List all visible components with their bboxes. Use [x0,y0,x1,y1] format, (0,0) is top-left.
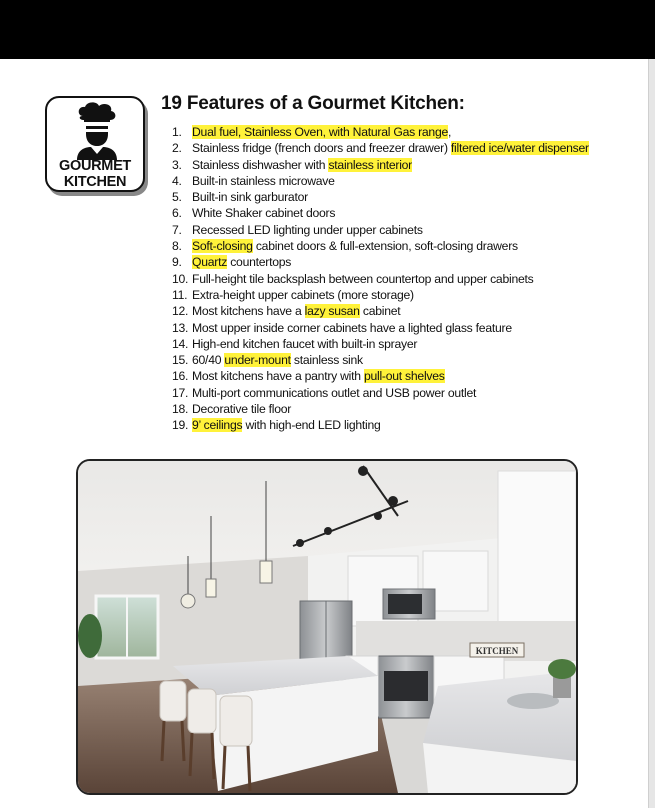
feature-item [172,124,589,140]
feature-text: Recessed LED lighting under upper cabinets [192,222,423,237]
chef-icon [75,102,119,160]
feature-highlight-text: filtered ice/water dispenser [450,141,589,156]
feature-text: stainless sink [290,353,363,368]
feature-number: 17. [172,385,189,400]
feature-text: Most kitchens have a pantry with [192,369,364,384]
page-edge [648,59,655,808]
feature-highlight-text: under-mount [224,353,291,368]
feature-number: 16. [172,369,189,384]
feature-highlight-text: Quartz [192,255,228,270]
page-title: 19 Features of a Gourmet Kitchen: [161,93,465,114]
feature-text: cabinet [359,304,401,319]
feature-number: 19. [172,418,189,433]
kitchen-photo [76,459,578,795]
feature-item [172,417,589,433]
feature-text: 60/40 [192,353,225,368]
feature-highlight-text: Dual fuel, Stainless Oven, with Natural Gas range [192,125,449,139]
feature-text: Stainless fridge (french doors and freezer drawer) [192,141,451,156]
feature-text: Decorative tile floor [192,402,292,417]
feature-item [172,368,589,384]
feature-item [172,352,589,368]
feature-item [172,238,589,254]
feature-number: 9. [172,255,182,270]
feature-item [172,173,589,189]
feature-number: 10. [172,271,189,286]
feature-number: 12. [172,304,189,319]
feature-item [172,320,589,336]
feature-item [172,254,589,270]
feature-item [172,205,589,221]
feature-number: 14. [172,336,189,351]
feature-number: 5. [172,190,182,205]
top-black-bar [0,0,655,59]
feature-item [172,271,589,287]
feature-highlight-text: Soft-closing [192,239,253,254]
feature-highlight-text: pull-out shelves [363,369,445,384]
badge-line-1: GOURMET [58,158,131,174]
feature-text: Built-in sink garburator [192,190,308,205]
features-list [172,124,589,434]
feature-number: 13. [172,320,189,335]
feature-text: High-end kitchen faucet with built-in sprayer [192,336,418,351]
feature-text: Full-height tile backsplash between countertop and upper cabinets [192,271,534,286]
feature-text: Most upper inside corner cabinets have a lighted glass feature [192,320,512,335]
feature-highlight-text: 9’ ceilings [192,418,243,433]
feature-number: 1. [172,125,182,139]
feature-text: Extra-height upper cabinets (more storage) [192,287,414,302]
feature-item [172,189,589,205]
feature-number: 11. [172,287,188,302]
feature-number: 4. [172,173,182,188]
feature-text: with high-end LED lighting [242,418,381,433]
feature-number: 2. [172,141,182,156]
feature-number: 3. [172,157,182,172]
feature-text: Stainless dishwasher with [192,157,329,172]
feature-text: Most kitchens have a [192,304,305,319]
feature-highlight-text: stainless interior [328,157,412,172]
feature-text: Multi-port communications outlet and USB power outlet [192,385,477,400]
feature-item [172,222,589,238]
gourmet-kitchen-badge [45,96,145,192]
feature-text: countertops [227,255,292,270]
feature-item [172,287,589,303]
feature-item [172,157,589,173]
feature-number: 15. [172,353,189,368]
kitchen-sign: KITCHEN [475,646,519,656]
feature-item [172,401,589,417]
feature-highlight-text: lazy susan [304,304,360,319]
badge-line-2: KITCHEN [63,174,127,190]
feature-item [172,303,589,319]
feature-item [172,336,589,352]
feature-number: 18. [172,402,189,417]
feature-item [172,385,589,401]
feature-text: cabinet doors & full-extension, soft-closing drawers [252,239,518,254]
feature-text: White Shaker cabinet doors [192,206,336,221]
feature-item [172,140,589,156]
feature-number: 6. [172,206,182,221]
feature-number: 8. [172,239,182,254]
feature-text: , [448,125,452,139]
feature-number: 7. [172,222,182,237]
feature-text: Built-in stainless microwave [192,173,335,188]
